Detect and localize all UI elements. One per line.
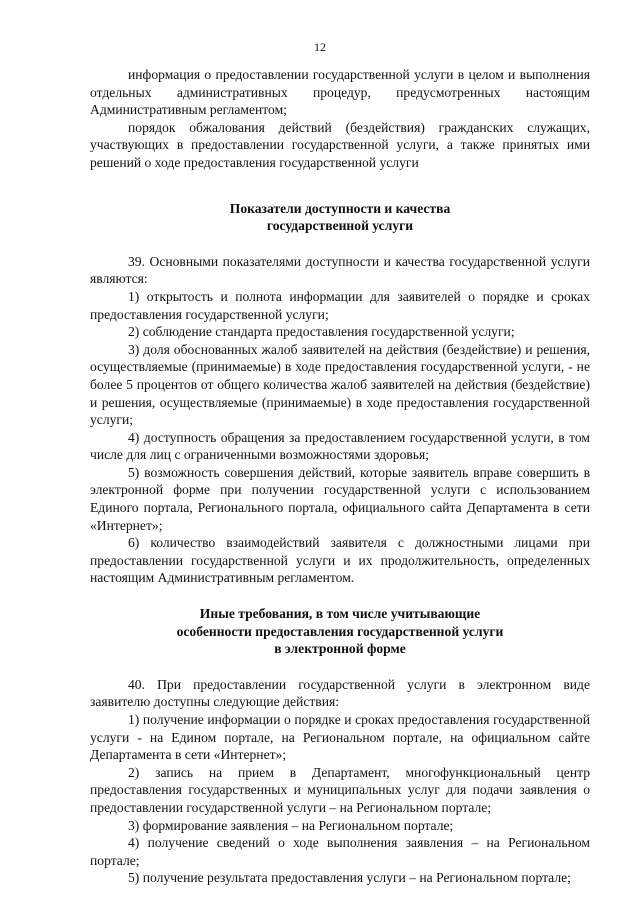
paragraph-39-intro: 39. Основными показателями доступности и качества государственной услуги являются: (90, 253, 590, 287)
heading-line: Показатели доступности и качества (229, 200, 451, 216)
list-item: 3) формирование заявления – на Региональном портале; (128, 817, 454, 833)
list-item: 5) возможность совершения действий, которые заявитель вправе совершить в электронной форме при получении государственной услуги с использованием Единого портала, Регионального портала, официального сайта Департамента в сети «Интернет»; (90, 464, 590, 533)
list-item: 1) открытость и полнота информации для заявителей о порядке и сроках предоставления государственной услуги; (90, 288, 590, 322)
paragraph-40-intro: 40. При предоставлении государственной услуги в электронном виде заявителю доступны следующие действия: (90, 676, 590, 710)
section-heading-accessibility (90, 200, 590, 235)
paragraph-appeal-procedure: порядок обжалования действий (бездействия) гражданских служащих, участвующих в предоставлении государственной услуги, а также принятых ими решений о ходе предоставления государственной услуги (90, 119, 590, 170)
section-heading-electronic-form (90, 605, 590, 658)
list-item: 4) доступность обращения за предоставлением государственной услуги, в том числе для лиц с ограниченными возможностями здоровья; (90, 429, 590, 463)
heading-line: особенности предоставления государственной услуги (176, 623, 504, 639)
document-body (90, 66, 590, 887)
heading-line: государственной услуги (266, 218, 414, 234)
list-item: 6) количество взаимодействий заявителя с должностными лицами при предоставлении государственной услуги и их продолжительность, определенных настоящим Административным регламентом. (90, 535, 590, 586)
list-item: 1) получение информации о порядке и сроках предоставления государственной услуги - на Едином портале, на Региональном портале, на официальном сайте Департамента в сети «Интернет»; (90, 712, 590, 763)
list-item: 5) получение результата предоставления услуги – на Региональном портале; (128, 870, 571, 886)
list-item: 2) соблюдение стандарта предоставления государственной услуги; (128, 324, 515, 340)
page-number: 12 (314, 40, 326, 54)
list-item: 3) доля обоснованных жалоб заявителей на действия (бездействие) и решения, осуществляемые (принимаемые) в ходе предоставления государственной услуги, - не более 5 процентов от общего количества жалоб заявителей на действия (бездействие) и решения, осуществляемые (принимаемые) в ходе предоставления государственной услуги; (90, 341, 590, 428)
list-item: 4) получение сведений о ходе выполнения заявления – на Региональном портале; (90, 835, 590, 868)
list-item: 2) запись на прием в Департамент, многофункциональный центр предоставления государственных и муниципальных услуг для подачи заявления о предоставлении государственной услуги – на Региональном портале; (90, 764, 590, 815)
paragraph-info-procedures: информация о предоставлении государственной услуги в целом и выполнения отдельных административных процедур, предусмотренных настоящим Административным регламентом; (90, 67, 590, 118)
heading-line: Иные требования, в том числе учитывающие (199, 606, 481, 622)
heading-line: в электронной форме (274, 641, 406, 657)
